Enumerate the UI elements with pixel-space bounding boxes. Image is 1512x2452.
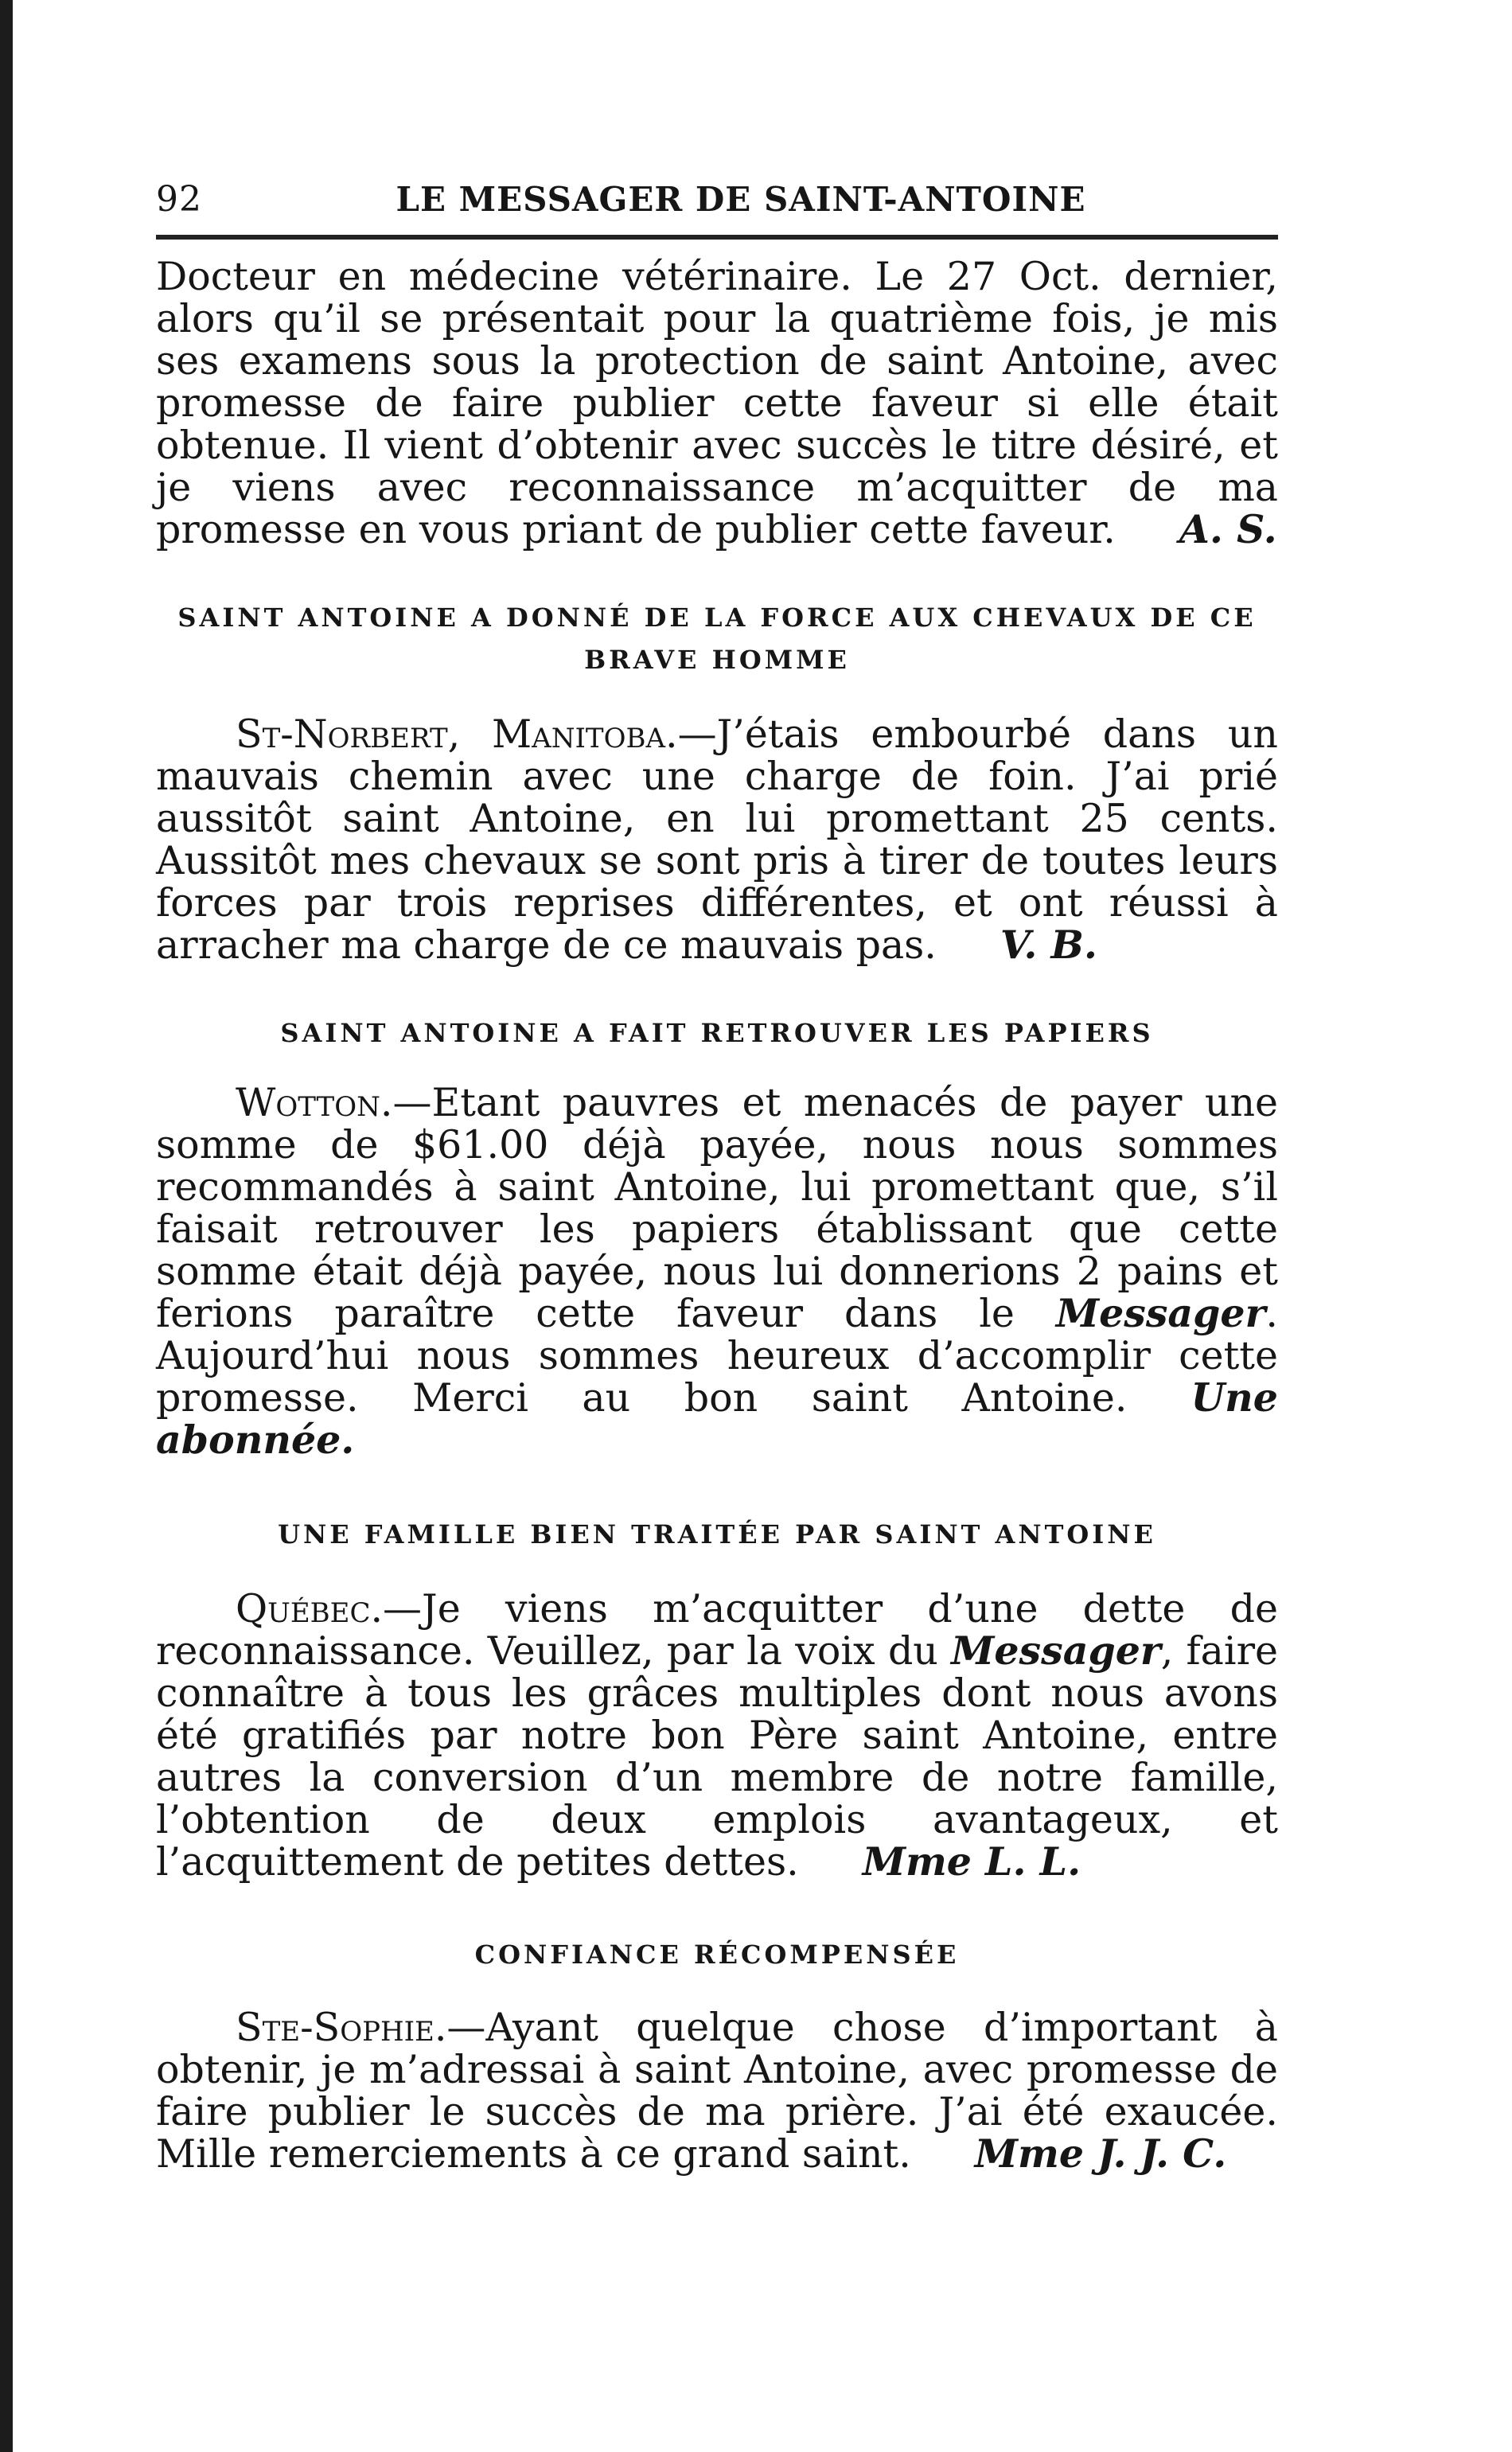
chevaux-place: St-Norbert, Manitoba. [236, 711, 678, 757]
heading-chevaux: SAINT ANTOINE A DONNÉ DE LA FORCE AUX CHEVAUX DE CE BRAVE HOMME [177, 602, 1257, 675]
famille-text-before: —Je viens m’acquitter d’une dette de reconnaissance. Veuillez, par la voix du [156, 1586, 1278, 1674]
chevaux-text: —J’étais embourbé dans un mauvais chemin avec une charge de foin. J’ai prié aussitôt saint Antoine, en lui promettant 25 cents. Aussitôt mes chevaux se sont pris à tirer de toutes leurs forces par trois reprises différentes, et ont réussi à arracher ma charge de ce mauvais pas. [156, 711, 1278, 968]
page-column [156, 179, 1278, 2175]
heading-confiance: CONFIANCE RÉCOMPENSÉE [474, 1939, 960, 1970]
papiers-text-before: —Etant pauvres et menacés de payer une somme de $61.00 déjà payée, nous nous sommes recommandés à saint Antoine, lui promettant que, s’il faisait retrouver les papiers établissant que cette somme était déjà payée, nous lui donnerions 2 pains et ferions paraître cette faveur dans le [156, 1080, 1278, 1336]
famille-paragraph [156, 1588, 1278, 1883]
heading-famille: UNE FAMILLE BIEN TRAITÉE PAR SAINT ANTOINE [278, 1519, 1156, 1550]
famille-place: Québec. [236, 1586, 384, 1631]
intro-paragraph [156, 255, 1278, 551]
papiers-signature: Une abonnée. [156, 1374, 1278, 1463]
famille-signature: Mme L. L. [862, 1838, 1081, 1885]
header-rule [156, 235, 1278, 240]
confiance-signature: Mme J. J. C. [974, 2130, 1227, 2177]
papiers-place: Wotton. [236, 1080, 393, 1125]
confiance-place: Ste-Sophie. [236, 2005, 447, 2050]
chevaux-signature: V. B. [1000, 922, 1097, 968]
famille-journal-title: Messager [951, 1628, 1161, 1674]
page-header [156, 179, 1278, 235]
running-title: LE MESSAGER DE SAINT-ANTOINE [396, 180, 1086, 219]
papiers-paragraph [156, 1082, 1278, 1461]
page-number: 92 [156, 179, 202, 220]
confiance-text: —Ayant quelque chose d’important à obtenir, je m’adressai à saint Antoine, avec promesse de faire publier le succès de ma prière. J’ai été exaucée. Mille remerciements à ce grand saint. [156, 2005, 1278, 2177]
scan-edge-shadow [0, 0, 13, 2452]
papiers-text-after: . Aujourd’hui nous sommes heureux d’accomplir cette promesse. Merci au bon saint Antoine. [156, 1291, 1278, 1421]
heading-papiers: SAINT ANTOINE A FAIT RETROUVER LES PAPIERS [280, 1018, 1154, 1048]
confiance-paragraph [156, 2006, 1278, 2175]
papiers-journal-title: Messager [1055, 1290, 1266, 1336]
chevaux-paragraph [156, 713, 1278, 966]
intro-text: Docteur en médecine vétérinaire. Le 27 Oct. dernier, alors qu’il se présentait pour la quatrième fois, je mis ses examens sous la protection de saint Antoine, avec promesse de faire publier cette faveur si elle était obtenue. Il vient d’obtenir avec succès le titre désiré, et je viens avec reconnaissance m’acquitter de ma promesse en vous priant de publier cette faveur. [156, 254, 1278, 552]
intro-signature: A. S. [1179, 506, 1277, 552]
famille-text-after: , faire connaître à tous les grâces multiples dont nous avons été gratifiés par notre bon Père saint Antoine, entre autres la conversion d’un membre de notre famille, l’obtention de deux emplois avantageux, et l’acquittement de petites dettes. [156, 1628, 1278, 1885]
